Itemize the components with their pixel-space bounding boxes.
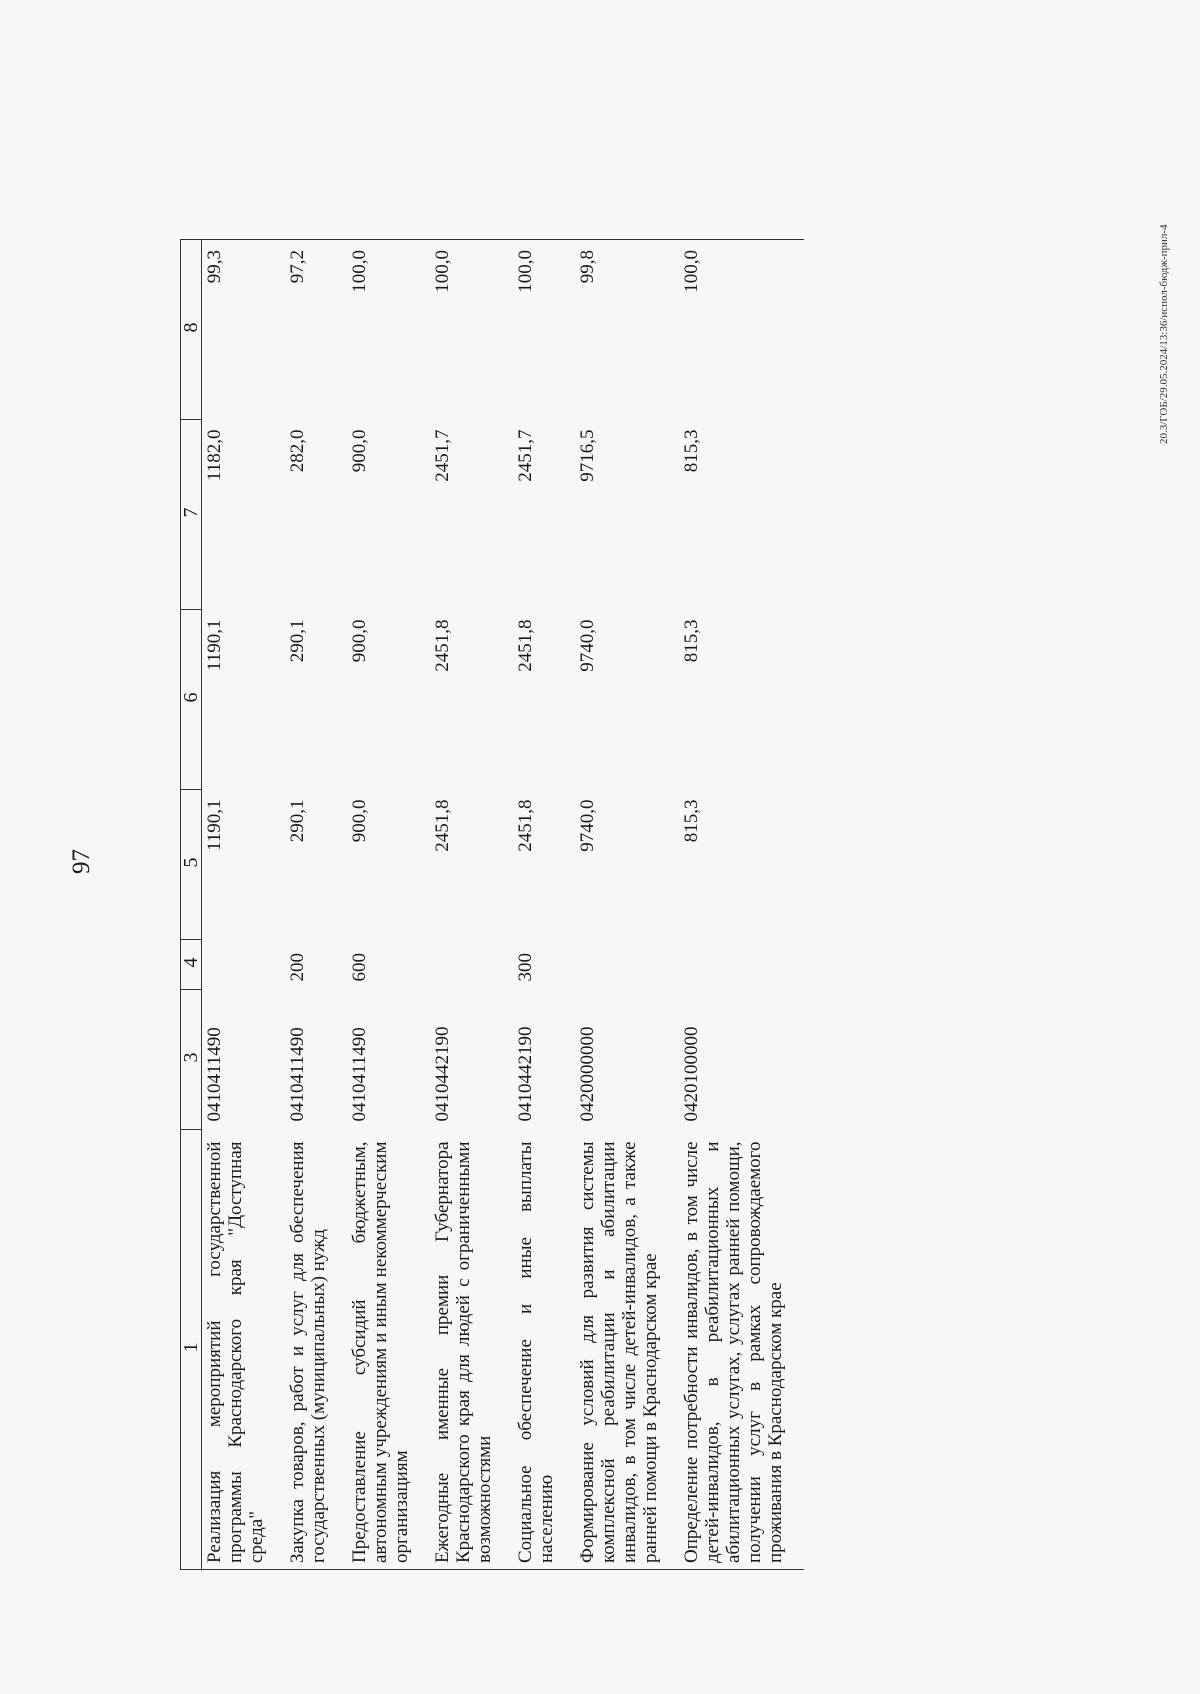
row-expense-type: 200 — [287, 953, 308, 982]
column-header-6: 6 — [181, 610, 202, 790]
row-name: Определение потребности инвалидов, в том числе детей-инвалидов, в реабилитационных и абилитационных услугах, услугах ранней помощи, получении услуг в рамках сопровождаемого проживания в Краснодарском крае — [679, 1130, 804, 1570]
row-code: 0410442190 — [515, 1026, 536, 1122]
row-value-6: 2451,8 — [515, 619, 536, 672]
row-value-6: 1190,1 — [204, 619, 225, 672]
column-header-7: 7 — [181, 420, 202, 610]
row-name: Социальное обеспечение и иные выплаты населению — [513, 1130, 575, 1570]
row-value-8: 100,0 — [430, 240, 513, 420]
row-value-8: 99,8 — [575, 240, 679, 420]
row-value-8: 100,0 — [679, 240, 804, 420]
row-value-8: 100,0 — [513, 240, 575, 420]
row-value-7: 9716,5 — [577, 429, 598, 482]
row-value-5: 290,1 — [287, 799, 308, 843]
row-name: Формирование условий для развития системы комплексной реабилитации и абилитации инвалидов, в том числе детей-инвалидов, а также ранней помощи в Краснодарском крае — [575, 1130, 679, 1570]
row-code: 0410411490 — [204, 1027, 225, 1122]
row-value-7: 815,3 — [681, 429, 702, 473]
row-value-7: 900,0 — [349, 429, 370, 473]
row-value-7: 2451,7 — [515, 429, 536, 482]
row-code: 0410411490 — [287, 1027, 308, 1122]
row-value-8: 97,2 — [285, 240, 347, 420]
row-code: 0420000000 — [577, 1026, 598, 1122]
row-value-8: 99,3 — [202, 240, 286, 420]
row-name: Ежегодные именные премии Губернатора Краснодарского края для людей с ограниченными возможностями — [430, 1130, 513, 1570]
column-header-3: 3 — [181, 990, 202, 1130]
column-header-4: 4 — [181, 940, 202, 990]
row-expense-type — [202, 940, 286, 990]
row-name: Предоставление субсидий бюджетным, автономным учреждениям и иным некоммерческим организациям — [347, 1130, 430, 1570]
row-value-5: 815,3 — [681, 799, 702, 843]
row-value-7: 282,0 — [287, 429, 308, 473]
row-expense-type: 300 — [515, 953, 536, 982]
column-number-row — [181, 50, 202, 1570]
table-row — [575, 50, 679, 1570]
row-value-5: 2451,8 — [515, 799, 536, 852]
table-row — [347, 50, 430, 1570]
row-value-6: 815,3 — [681, 619, 702, 663]
table-row — [285, 50, 347, 1570]
row-name: Реализация мероприятий государственной программы Краснодарского края "Доступная среда" — [202, 1130, 286, 1570]
table-row — [430, 50, 513, 1570]
row-code: 0410442190 — [432, 1026, 453, 1122]
column-header-5: 5 — [181, 790, 202, 940]
row-value-6: 2451,8 — [432, 619, 453, 672]
row-code: 0420100000 — [681, 1026, 702, 1122]
row-expense-type — [430, 940, 513, 990]
row-value-5: 900,0 — [349, 799, 370, 843]
table-row — [679, 50, 804, 1570]
budget-table — [180, 49, 804, 1570]
footer-code: 20.3/ГОБ/29.05.2024/13:36/испол-бюдж-прил-4 — [1158, 224, 1170, 444]
row-value-5: 9740,0 — [577, 799, 598, 852]
column-header-1: 1 — [181, 1130, 202, 1570]
table-row — [513, 50, 575, 1570]
row-code: 0410411490 — [349, 1027, 370, 1122]
row-value-7: 2451,7 — [432, 429, 453, 482]
row-expense-type — [679, 940, 804, 990]
row-value-7: 1182,0 — [204, 429, 225, 482]
row-value-5: 1190,1 — [204, 799, 225, 852]
column-header-8: 8 — [181, 240, 202, 420]
row-name: Закупка товаров, работ и услуг для обеспечения государственных (муниципальных) нужд — [285, 1130, 347, 1570]
row-expense-type: 600 — [349, 953, 370, 982]
row-expense-type — [575, 940, 679, 990]
row-value-8: 100,0 — [347, 240, 430, 420]
row-value-6: 9740,0 — [577, 619, 598, 672]
table-row — [202, 50, 286, 1570]
page-number: 97 — [68, 849, 95, 874]
row-value-5: 2451,8 — [432, 799, 453, 852]
row-value-6: 900,0 — [349, 619, 370, 663]
row-value-6: 290,1 — [287, 619, 308, 663]
